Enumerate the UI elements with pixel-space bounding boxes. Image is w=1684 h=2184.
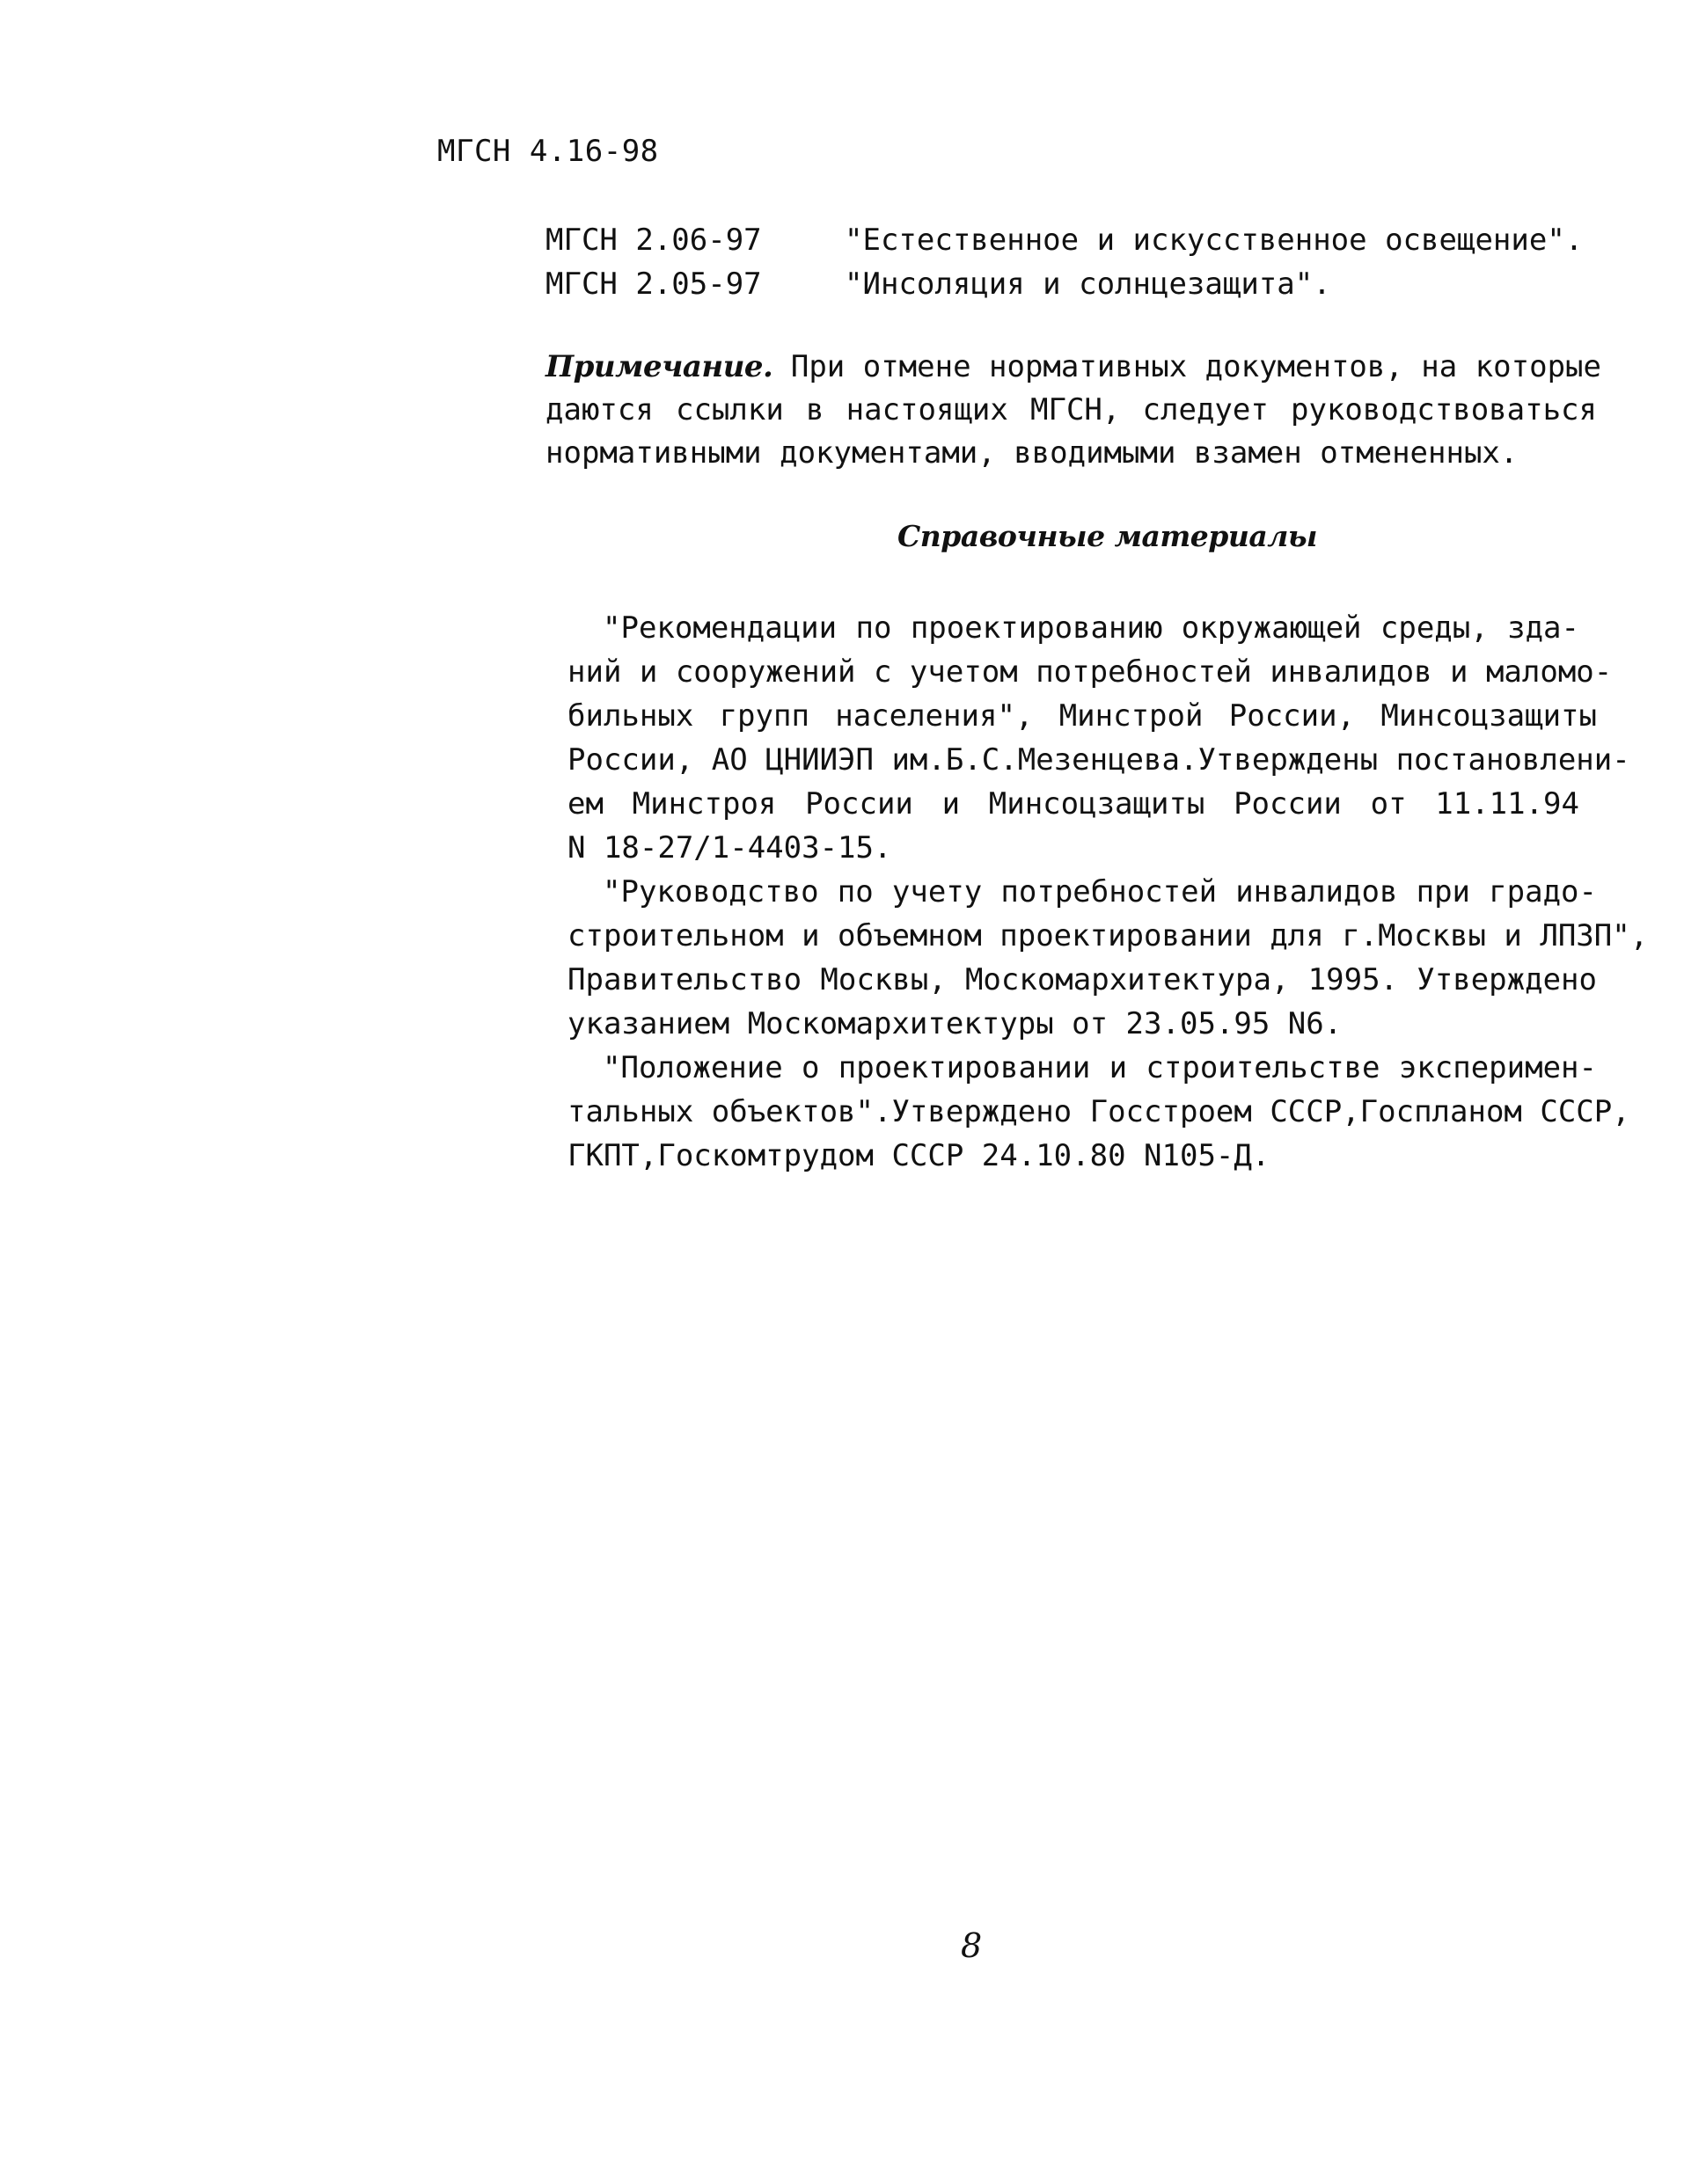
reference-line: ний и сооружений с учетом потребностей инвалидов и маломо-: [567, 654, 1613, 690]
normative-reference-code: МГСН 2.05-97: [545, 267, 762, 302]
normative-reference-title: "Инсоляция и солнцезащита".: [845, 267, 1331, 302]
note-line: нормативными документами, вводимыми взамен отмененных.: [545, 435, 1519, 471]
reference-section-heading: Справочные материалы: [897, 519, 1317, 553]
reference-line: N 18-27/1-4403-15.: [567, 830, 892, 866]
reference-line: России, АО ЦНИИЭП им.Б.С.Мезенцева.Утверждены постановлени-: [567, 742, 1630, 778]
reference-line: тальных объектов".Утверждено Госстроем СССР,Госпланом СССР,: [567, 1094, 1630, 1129]
reference-item: [567, 606, 1630, 870]
reference-line: "Рекомендации по проектированию окружающей среды, зда-: [603, 610, 1579, 646]
normative-reference-code: МГСН 2.06-97: [545, 223, 762, 258]
normative-references-list: [545, 218, 1583, 306]
reference-line: указанием Москомархитектуры от 23.05.95 N6.: [567, 1006, 1343, 1041]
reference-line: ГКПТ,Госкомтрудом СССР 24.10.80 N105-Д.: [567, 1138, 1270, 1173]
reference-line: "Руководство по учету потребностей инвалидов при градо-: [603, 874, 1597, 909]
note-label: Примечание.: [545, 349, 773, 384]
reference-line: "Положение о проектировании и строительстве эксперимен-: [603, 1050, 1597, 1085]
note-line: [545, 346, 1601, 389]
reference-line: бильных групп населения", Минстрой России, Минсоцзащиты: [567, 698, 1597, 734]
reference-line: Правительство Москвы, Москомархитектура, 1995. Утверждено: [567, 962, 1597, 997]
note-paragraph: [545, 346, 1601, 475]
reference-item: [567, 1046, 1630, 1178]
reference-line: строительном и объемном проектировании для г.Москвы и ЛПЗП",: [567, 918, 1649, 953]
page-number: 8: [961, 1926, 983, 1965]
normative-reference-row: [545, 218, 1583, 262]
reference-line: ем Минстроя России и Минсоцзащиты России от 11.11.94: [567, 786, 1579, 822]
reference-item: [567, 870, 1649, 1046]
note-text: При отмене нормативных документов, на которые: [772, 349, 1601, 384]
reference-materials-list: [567, 606, 1649, 1178]
note-line: даются ссылки в настоящих МГСН, следует руководствоваться: [545, 392, 1597, 427]
normative-reference-row: [545, 262, 1583, 306]
document-code-header: МГСН 4.16-98: [437, 134, 659, 169]
normative-reference-title: "Естественное и искусственное освещение".: [845, 223, 1584, 258]
